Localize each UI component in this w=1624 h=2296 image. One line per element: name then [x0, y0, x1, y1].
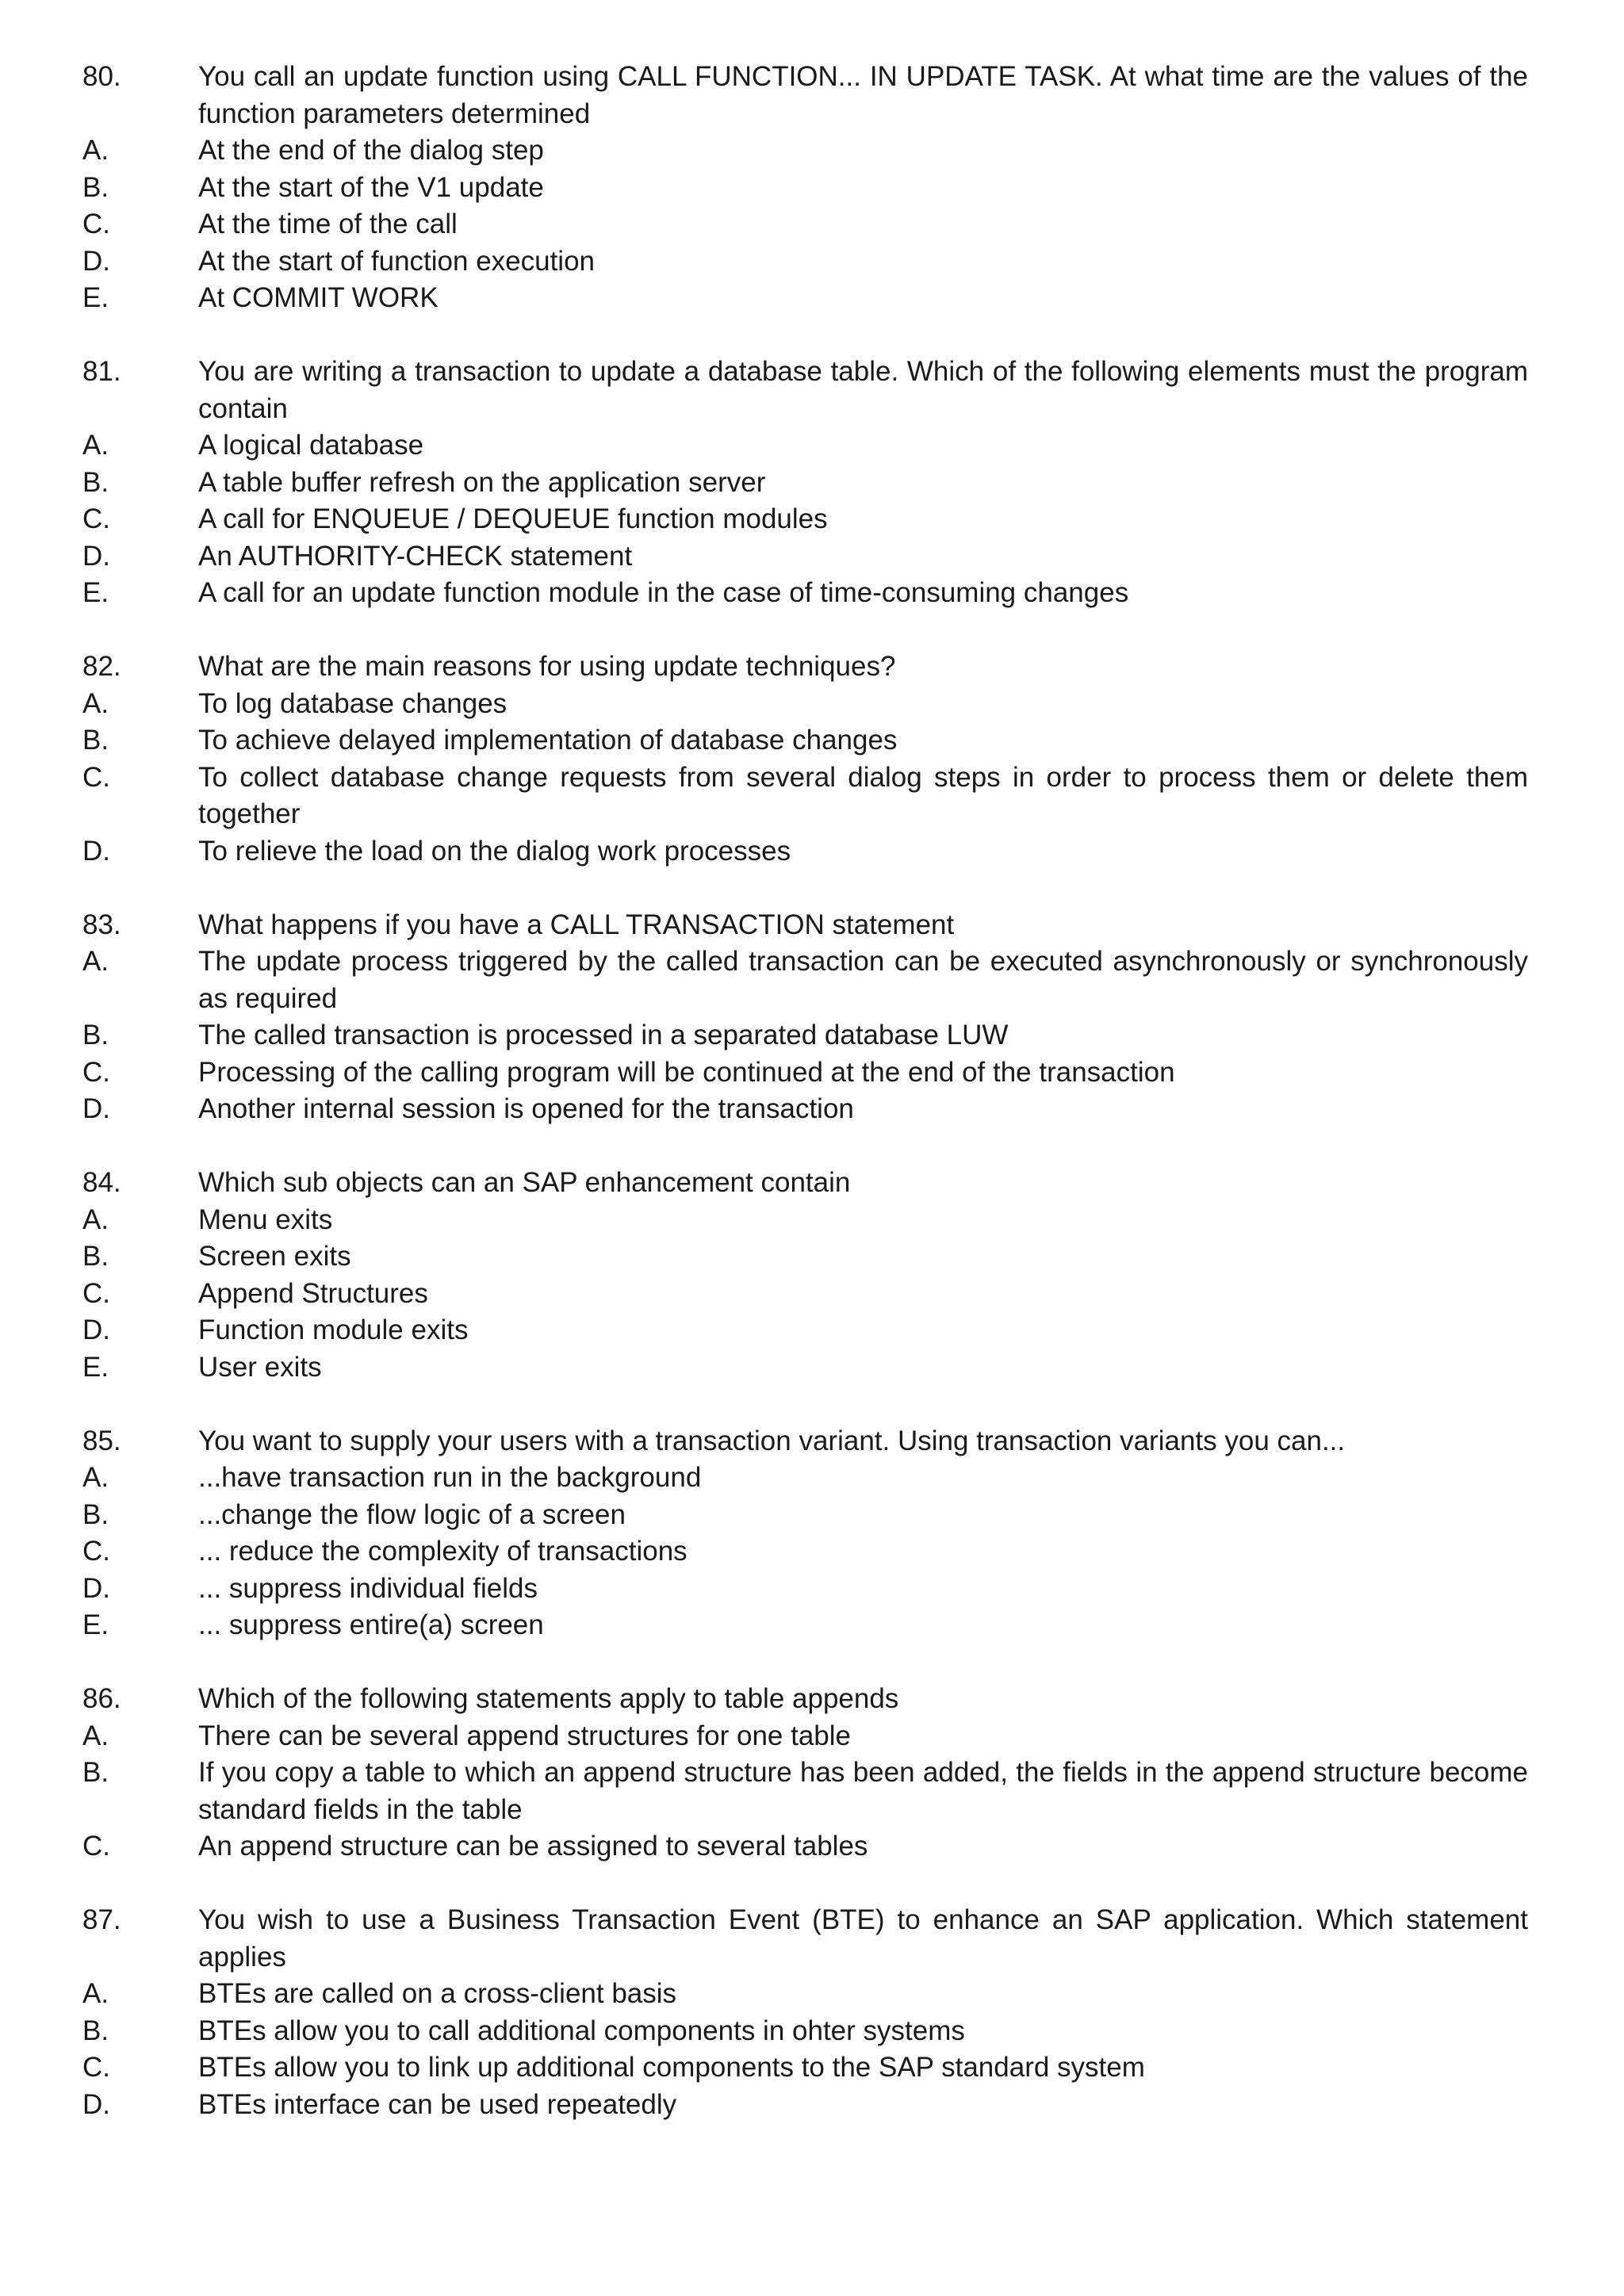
question-text: What happens if you have a CALL TRANSACTION statement [198, 909, 955, 940]
option-letter: D. [82, 245, 110, 277]
question-number: 80. [82, 61, 121, 92]
option-text: A call for ENQUEUE / DEQUEUE function modules [198, 503, 828, 534]
option-letter: C. [82, 2052, 110, 2083]
question-row [82, 1681, 1528, 1718]
answer-option [82, 1238, 1528, 1276]
option-letter: D. [82, 2088, 110, 2120]
question-block [82, 1902, 1528, 2123]
question-text: Which sub objects can an SAP enhancement contain [198, 1167, 851, 1198]
question-row [82, 59, 1528, 132]
answer-option [82, 1828, 1528, 1866]
option-text: Function module exits [198, 1314, 469, 1345]
question-number: 86. [82, 1683, 121, 1714]
option-letter: C. [82, 209, 110, 239]
answer-option [82, 206, 1528, 243]
question-row [82, 1902, 1528, 1976]
option-letter: A. [82, 1462, 109, 1493]
option-text: BTEs are called on a cross-client basis [198, 1978, 677, 2009]
answer-option [82, 1497, 1528, 1534]
option-letter: E. [82, 1351, 109, 1383]
option-letter: B. [82, 725, 109, 756]
option-letter: A. [82, 135, 109, 166]
question-row [82, 1423, 1528, 1460]
answer-option [82, 280, 1528, 317]
answer-option [82, 722, 1528, 760]
option-text: To relieve the load on the dialog work processes [198, 835, 791, 867]
option-text: A logical database [198, 430, 424, 461]
option-text: The called transaction is processed in a separated database LUW [198, 1020, 1009, 1050]
question-block [82, 354, 1528, 612]
option-text: The update process triggered by the called transaction can be executed asynchronously or synchronously as required [198, 946, 1528, 1014]
question-text: You wish to use a Business Transaction Event (BTE) to enhance an SAP application. Which statement applies [198, 1904, 1528, 1973]
option-letter: E. [82, 1609, 109, 1640]
option-text: At the time of the call [198, 209, 458, 239]
question-text: You want to supply your users with a transaction variant. Using transaction variants you can... [198, 1425, 1346, 1456]
option-text: User exits [198, 1351, 322, 1383]
option-text: An AUTHORITY-CHECK statement [198, 540, 633, 572]
question-number: 81. [82, 356, 121, 387]
question-text: Which of the following statements apply to table appends [198, 1683, 899, 1714]
option-text: ... reduce the complexity of transactions [198, 1536, 688, 1567]
question-block [82, 907, 1528, 1128]
option-letter: C. [82, 1536, 110, 1567]
option-letter: B. [82, 466, 109, 498]
option-letter: A. [82, 430, 109, 461]
answer-option [82, 1276, 1528, 1313]
answer-option [82, 427, 1528, 465]
option-letter: C. [82, 503, 110, 534]
question-text: You are writing a transaction to update a database table. Which of the following elements must the program contain [198, 356, 1528, 424]
answer-option [82, 1017, 1528, 1054]
option-letter: D. [82, 835, 110, 867]
answer-option [82, 538, 1528, 576]
answer-option [82, 1312, 1528, 1349]
option-letter: A. [82, 946, 109, 977]
answer-option [82, 1054, 1528, 1092]
answer-option [82, 1718, 1528, 1755]
answer-option [82, 1976, 1528, 2013]
answer-option [82, 2013, 1528, 2050]
answer-option [82, 170, 1528, 207]
answer-option [82, 501, 1528, 538]
option-letter: D. [82, 540, 110, 572]
answer-option [82, 760, 1528, 833]
option-text: At the end of the dialog step [198, 135, 544, 166]
answer-option [82, 1202, 1528, 1239]
option-letter: B. [82, 2015, 109, 2046]
answer-option [82, 1349, 1528, 1387]
option-text: An append structure can be assigned to several tables [198, 1831, 868, 1862]
option-letter: C. [82, 761, 110, 793]
option-text: ... suppress individual fields [198, 1572, 538, 1604]
answer-option [82, 1607, 1528, 1644]
question-number: 84. [82, 1167, 121, 1198]
option-text: ...change the flow logic of a screen [198, 1498, 626, 1530]
question-number: 87. [82, 1904, 121, 1935]
option-text: Screen exits [198, 1241, 351, 1272]
question-block [82, 1681, 1528, 1866]
question-block [82, 1165, 1528, 1386]
answer-option [82, 465, 1528, 502]
answer-option [82, 833, 1528, 871]
option-letter: B. [82, 1498, 109, 1530]
option-text: At the start of the V1 update [198, 171, 544, 203]
question-block [82, 59, 1528, 317]
option-letter: A. [82, 687, 109, 719]
option-text: If you copy a table to which an append structure has been added, the fields in the append structure become standard fields in the table [198, 1757, 1528, 1825]
question-row [82, 354, 1528, 427]
option-letter: E. [82, 577, 109, 608]
option-letter: C. [82, 1277, 110, 1309]
option-text: A table buffer refresh on the application server [198, 466, 766, 498]
question-text: You call an update function using CALL FUNCTION... IN UPDATE TASK. At what time are the values of the function parameters determined [198, 61, 1528, 129]
option-text: BTEs allow you to link up additional components to the SAP standard system [198, 2052, 1145, 2083]
answer-option [82, 2049, 1528, 2087]
option-text: Processing of the calling program will be continued at the end of the transaction [198, 1056, 1175, 1088]
option-letter: B. [82, 1020, 109, 1050]
answer-option [82, 1460, 1528, 1497]
option-letter: D. [82, 1572, 110, 1604]
answer-option [82, 1091, 1528, 1128]
option-letter: A. [82, 1203, 109, 1235]
option-text: Another internal session is opened for the transaction [198, 1093, 854, 1124]
answer-option [82, 1755, 1528, 1828]
answer-option [82, 1571, 1528, 1608]
option-text: To log database changes [198, 687, 508, 719]
question-block [82, 1423, 1528, 1644]
option-text: There can be several append structures for one table [198, 1720, 851, 1751]
option-letter: A. [82, 1978, 109, 2009]
option-text: Menu exits [198, 1203, 333, 1235]
question-row [82, 649, 1528, 686]
option-letter: B. [82, 171, 109, 203]
question-row [82, 907, 1528, 944]
option-letter: C. [82, 1056, 110, 1088]
question-number: 83. [82, 909, 121, 940]
option-text: At the start of function execution [198, 245, 596, 277]
option-text: Append Structures [198, 1277, 428, 1309]
option-letter: A. [82, 1720, 109, 1751]
question-row [82, 1165, 1528, 1202]
answer-option [82, 943, 1528, 1017]
question-number: 82. [82, 651, 121, 682]
option-text: BTEs interface can be used repeatedly [198, 2088, 677, 2120]
question-text: What are the main reasons for using update techniques? [198, 651, 896, 682]
option-text: A call for an update function module in the case of time-consuming changes [198, 577, 1129, 608]
option-letter: C. [82, 1831, 110, 1862]
option-text: ...have transaction run in the background [198, 1462, 702, 1493]
answer-option [82, 243, 1528, 281]
option-text: To collect database change requests from several dialog steps in order to process them or delete them together [198, 761, 1528, 829]
option-text: BTEs allow you to call additional components in ohter systems [198, 2015, 965, 2046]
option-letter: B. [82, 1241, 109, 1272]
answer-option [82, 1533, 1528, 1571]
option-letter: D. [82, 1314, 110, 1345]
answer-option [82, 686, 1528, 723]
option-text: At COMMIT WORK [198, 282, 439, 313]
answer-option [82, 2087, 1528, 2124]
question-number: 85. [82, 1425, 121, 1456]
option-letter: E. [82, 282, 109, 313]
option-text: To achieve delayed implementation of database changes [198, 725, 898, 756]
answer-option [82, 132, 1528, 170]
answer-option [82, 575, 1528, 612]
option-text: ... suppress entire(a) screen [198, 1609, 544, 1640]
option-letter: D. [82, 1093, 110, 1124]
question-block [82, 649, 1528, 870]
option-letter: B. [82, 1757, 109, 1788]
